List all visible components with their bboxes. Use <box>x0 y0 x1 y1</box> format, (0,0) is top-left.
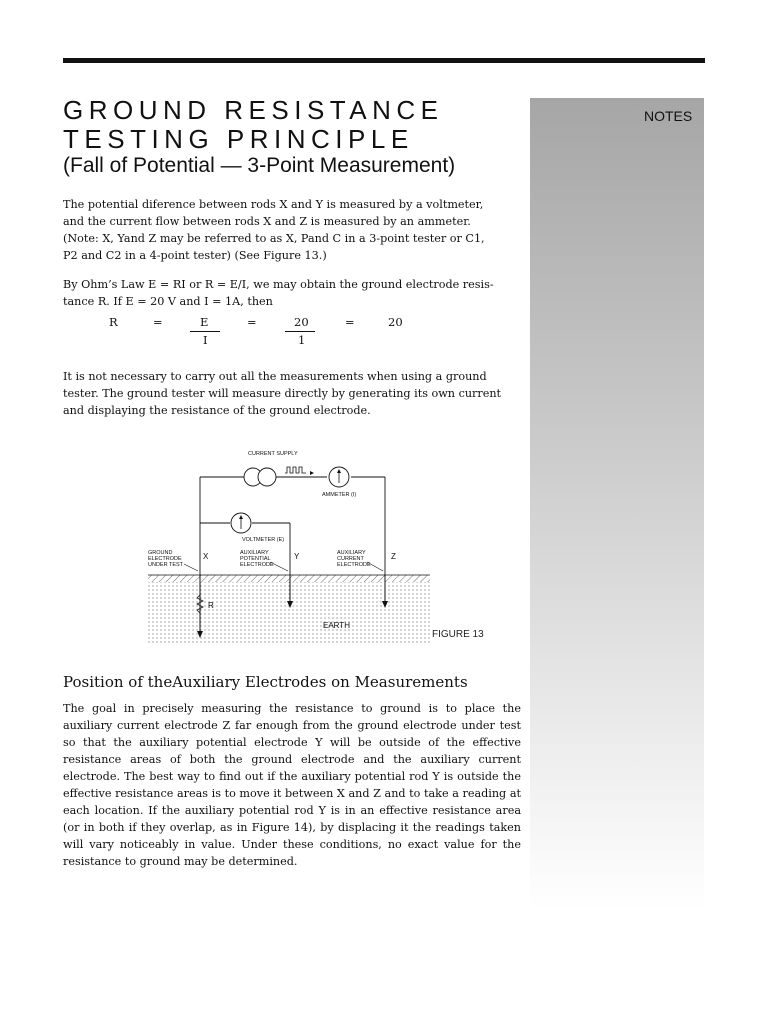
current-supply-label: CURRENT SUPPLY <box>248 451 298 457</box>
earth-label: EARTH <box>323 621 350 630</box>
equation-denominator-i: I <box>203 333 208 347</box>
svg-text:UNDER TEST: UNDER TEST <box>148 562 184 568</box>
equation-equals-2: = <box>247 315 257 329</box>
top-rule <box>63 58 705 63</box>
svg-text:POTENTIAL: POTENTIAL <box>240 556 271 562</box>
svg-text:GROUND: GROUND <box>148 550 173 556</box>
paragraph-auxiliary-electrodes: The goal in precisely measuring the resistance to ground is to place the auxiliary current electrode Z far enough from the ground electrode under test so that the auxiliary potential electrode Y will be outside of the effective resistance areas of both the ground electrode and the auxiliary current electrode. The best way to find out if the auxiliary potential rod Y is outside the effective resistance areas is to move it between X and Z and to take a reading at each location. If the auxiliary potential rod Y is in an effective resistance area (or in both if they overlap, as in Figure 14), by displacing it the readings taken will vary noticeably in value. Under these conditions, no exact value for the resistance to ground may be determined. <box>63 702 521 868</box>
paragraph-voltmeter-ammeter <box>63 196 523 264</box>
equation-numerator-e: E <box>200 315 209 329</box>
ammeter-label: AMMETER (I) <box>322 492 357 498</box>
svg-text:AUXILIARY: AUXILIARY <box>337 550 366 556</box>
svg-text:AUXILIARY: AUXILIARY <box>240 550 269 556</box>
text-line: and the current flow between rods X and Z is measured by an ammeter. <box>63 215 471 228</box>
voltmeter-label: VOLTMETER (E) <box>242 537 285 543</box>
notes-label: NOTES <box>644 108 693 124</box>
paragraph-ground-tester <box>63 368 523 419</box>
fraction-bar-1 <box>190 331 220 332</box>
text-line: and displaying the resistance of the ground electrode. <box>63 404 371 417</box>
electrode-z-label: Z <box>391 552 396 561</box>
equation-equals-1: = <box>153 315 163 329</box>
earth-region <box>148 582 430 644</box>
svg-text:CURRENT: CURRENT <box>337 556 364 562</box>
ground-surface <box>148 575 430 582</box>
section-heading: Position of theAuxiliary Electrodes on Measurements <box>63 673 468 691</box>
svg-text:ELECTRODE: ELECTRODE <box>148 556 182 562</box>
current-supply-icon <box>258 468 276 486</box>
equation-equals-3: = <box>345 315 355 329</box>
figure-13-diagram <box>140 445 430 650</box>
leader-line <box>184 564 198 571</box>
aux-potential-label <box>240 550 274 568</box>
title-line-2: TESTING PRINCIPLE <box>63 124 414 154</box>
text-line: P2 and C2 in a 4-point tester) (See Figure 13.) <box>63 249 327 262</box>
equation-denominator-1: 1 <box>298 333 306 347</box>
svg-text:ELECTRODE: ELECTRODE <box>240 562 274 568</box>
svg-text:ELECTRODE: ELECTRODE <box>337 562 371 568</box>
electrode-x-label: X <box>203 552 209 561</box>
text-line: The potential diference between rods X and Y is measured by a voltmeter, <box>63 198 484 211</box>
text-line: By Ohm’s Law E = RI or R = E/I, we may obtain the ground electrode resis- <box>63 278 494 291</box>
text-line: tance R. If E = 20 V and I = 1A, then <box>63 295 273 308</box>
ground-electrode-label <box>148 550 184 568</box>
equation-numerator-20: 20 <box>294 315 309 329</box>
aux-current-label <box>337 550 371 568</box>
equation-r: R <box>109 315 118 329</box>
text-line: It is not necessary to carry out all the measurements when using a ground <box>63 370 487 383</box>
square-wave-icon <box>285 467 306 473</box>
electrode-y-label: Y <box>294 552 300 561</box>
equation-result: 20 <box>388 315 403 329</box>
notes-sidebar <box>530 98 704 910</box>
text-line: (Note: X, Yand Z may be referred to as X, Pand C in a 3-point tester or C1, <box>63 232 485 245</box>
text-line: tester. The ground tester will measure directly by generating its own current <box>63 387 502 400</box>
resistance-r-label: R <box>208 601 214 610</box>
figure-caption: FIGURE 13 <box>432 629 484 640</box>
page-subtitle: (Fall of Potential — 3-Point Measurement) <box>63 154 456 177</box>
arrow-icon <box>310 471 314 475</box>
fraction-bar-2 <box>285 331 315 332</box>
page-title <box>63 96 444 154</box>
paragraph-ohms-law <box>63 276 523 310</box>
title-line-1: GROUND RESISTANCE <box>63 95 444 125</box>
